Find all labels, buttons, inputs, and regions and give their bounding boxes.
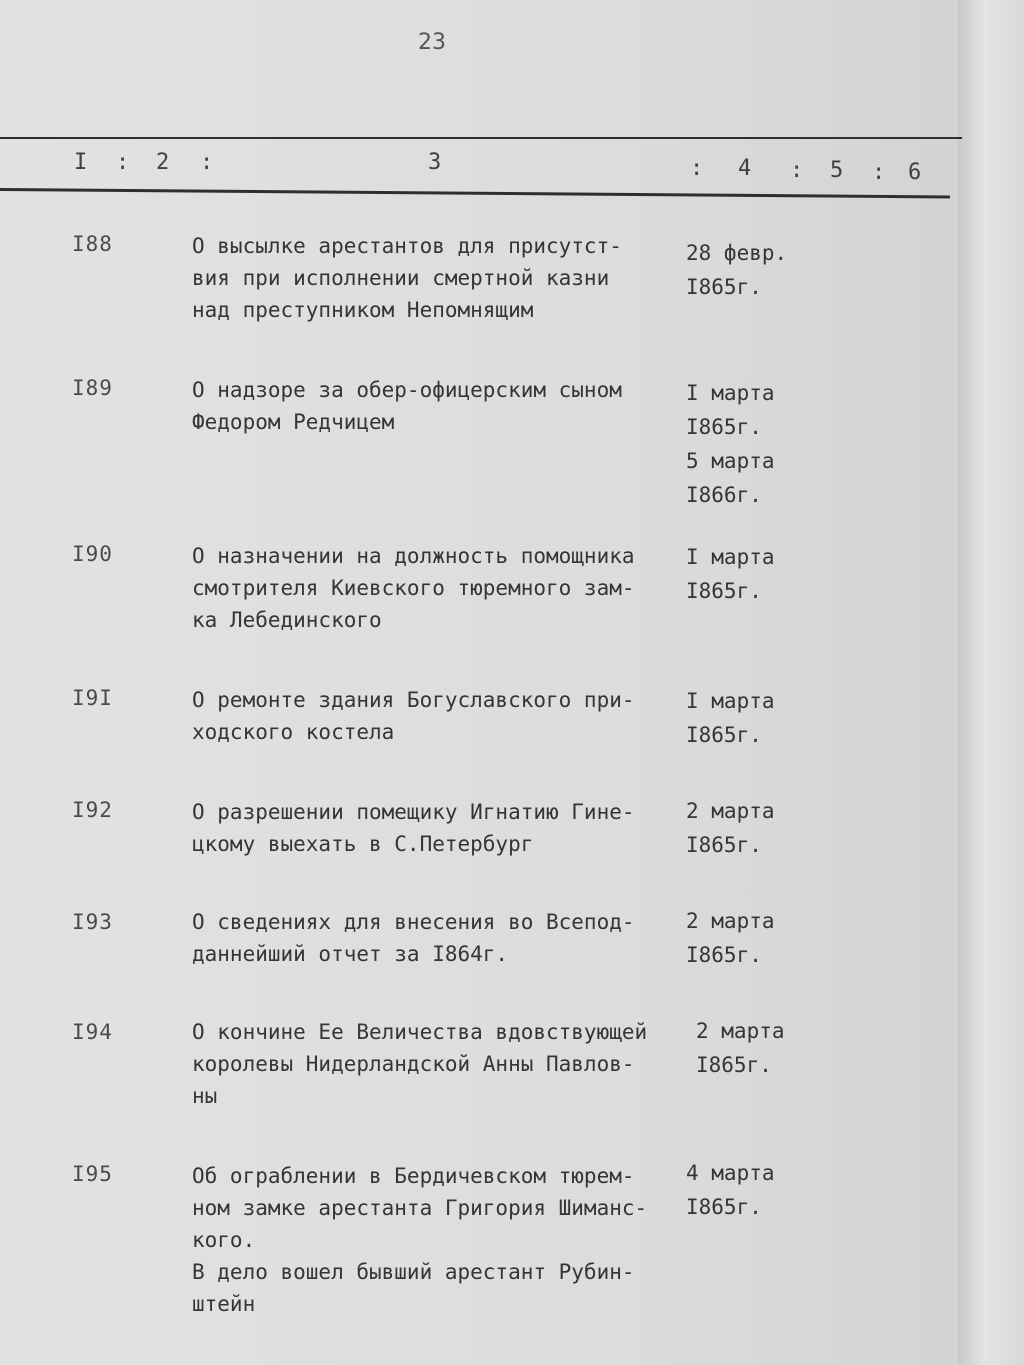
entry-date-line: I марта	[686, 381, 775, 405]
entry-date-line: I865г.	[686, 1195, 762, 1219]
header-col-5: 5	[830, 158, 844, 183]
entry-number: I9I	[72, 686, 113, 710]
header-col-3: 3	[428, 150, 442, 175]
header-col-2: 2	[156, 150, 170, 175]
entry-date-line: I865г.	[686, 723, 762, 747]
entry-description	[192, 1160, 692, 1320]
header-separator: :	[690, 156, 704, 181]
entry-description	[192, 230, 692, 326]
entry-date	[686, 794, 826, 862]
entry-number: I88	[72, 232, 113, 256]
entry-text-line: кого.	[192, 1228, 256, 1252]
entry-description	[192, 906, 692, 970]
entry-text-line: О надзоре за обер-офицерским сыном	[192, 378, 622, 402]
entry-date-line: 2 марта	[686, 799, 775, 823]
entry-number: I92	[72, 798, 113, 822]
entry-date-line: I865г.	[686, 943, 762, 967]
entry-text-line: О кончине Ее Величества вдовствующей	[192, 1020, 648, 1044]
entry-description	[192, 1016, 692, 1112]
entry-description	[192, 374, 692, 438]
page-edge-shadow	[958, 0, 1024, 1365]
entry-description	[192, 796, 692, 860]
entry-date-line: I марта	[686, 545, 775, 569]
entry-text-line: над преступником Непомнящим	[192, 298, 534, 322]
header-separator: :	[116, 150, 130, 175]
header-rule-bottom	[0, 188, 950, 198]
entry-number: I93	[72, 910, 113, 934]
entry-text-line: В дело вошел бывший арестант Рубин-	[192, 1260, 635, 1284]
entry-text-line: ны	[192, 1084, 218, 1108]
entry-text-line: О назначении на должность помощника	[192, 544, 635, 568]
entry-text-line: штейн	[192, 1292, 256, 1316]
entry-text-line: ка Лебединского	[192, 608, 382, 632]
entry-text-line: цкому выехать в С.Петербург	[192, 832, 534, 856]
header-rule-top	[0, 137, 962, 139]
entry-text-line: О высылке арестантов для присутст-	[192, 234, 622, 258]
entry-text-line: даннейший отчет за I864г.	[192, 942, 509, 966]
entry-text-line: ходского костела	[192, 720, 395, 744]
entry-date-line: I865г.	[686, 579, 762, 603]
entry-date-line: 28 февр.	[686, 241, 788, 265]
entry-date	[696, 1014, 836, 1082]
header-separator: :	[790, 158, 804, 183]
header-col-4: 4	[738, 156, 752, 181]
entry-date	[686, 376, 826, 512]
entry-text-line: вия при исполнении смертной казни	[192, 266, 610, 290]
entry-date-line: 2 марта	[686, 909, 775, 933]
header-separator: :	[872, 160, 886, 185]
entry-number: I90	[72, 542, 113, 566]
entry-date-line: I марта	[686, 689, 775, 713]
entry-text-line: смотрителя Киевского тюремного зам-	[192, 576, 635, 600]
entry-date-line: 5 марта	[686, 449, 775, 473]
entry-date-line: I865г.	[686, 833, 762, 857]
entry-date	[686, 540, 826, 608]
header-col-6: 6	[908, 160, 922, 185]
entry-text-line: Федором Редчицем	[192, 410, 395, 434]
entry-text-line: О сведениях для внесения во Всепод-	[192, 910, 635, 934]
entry-text-line: О разрешении помещику Игнатию Гине-	[192, 800, 635, 824]
header-col-1: I	[74, 150, 88, 175]
entry-date	[686, 904, 826, 972]
entry-date-line: I866г.	[686, 483, 762, 507]
entry-text-line: О ремонте здания Богуславского при-	[192, 688, 635, 712]
entry-date-line: 4 марта	[686, 1161, 775, 1185]
entry-description	[192, 540, 692, 636]
entry-text-line: Об ограблении в Бердичевском тюрем-	[192, 1164, 635, 1188]
entry-date-line: 2 марта	[696, 1019, 785, 1043]
entry-text-line: королевы Нидерландской Анны Павлов-	[192, 1052, 635, 1076]
entry-date	[686, 1156, 826, 1224]
entry-date	[686, 684, 826, 752]
entry-text-line: ном замке арестанта Григория Шиманс-	[192, 1196, 648, 1220]
entry-date-line: I865г.	[686, 415, 762, 439]
entry-number: I95	[72, 1162, 113, 1186]
entry-date	[686, 236, 826, 304]
header-separator: :	[200, 150, 214, 175]
entry-number: I89	[72, 376, 113, 400]
entry-date-line: I865г.	[686, 275, 762, 299]
entry-date-line: I865г.	[696, 1053, 772, 1077]
page-number: 23	[418, 30, 446, 55]
entry-number: I94	[72, 1020, 113, 1044]
entry-description	[192, 684, 692, 748]
